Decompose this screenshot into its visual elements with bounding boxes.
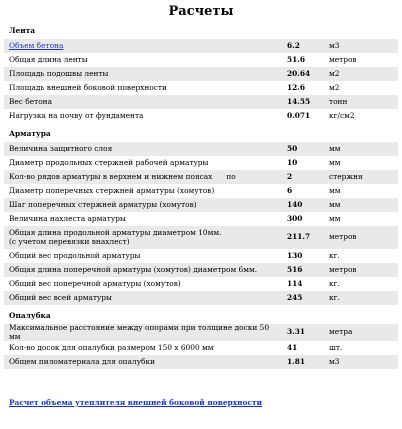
unit: метров <box>324 263 398 277</box>
label: Шаг поперечных стержней арматуры (хомутов) <box>4 198 282 212</box>
row-board-count <box>4 341 398 355</box>
unit: мм <box>324 156 398 170</box>
row-max-support-distance <box>4 324 398 341</box>
value: 516 <box>282 263 324 277</box>
label-line-2: (с учетом перевязки внахлест) <box>9 236 130 246</box>
value: 1.81 <box>282 355 324 369</box>
row-strip-length <box>4 53 398 67</box>
row-stirrup-diameter <box>4 184 398 198</box>
value: 50 <box>282 142 324 156</box>
label: Кол-во рядов арматуры в верхнем и нижнем поясах <box>9 171 213 181</box>
section-heading: Опалубка <box>4 308 398 324</box>
unit: кг/см2 <box>324 109 398 123</box>
row-long-bar-diameter <box>4 156 398 170</box>
value: 140 <box>282 198 324 212</box>
row-stirrup-length <box>4 263 398 277</box>
value: 12.6 <box>282 81 324 95</box>
value: 14.55 <box>282 95 324 109</box>
label-line-1: Общая длина продольной арматуры диаметром 10мм. <box>9 228 222 237</box>
value: 20.64 <box>282 67 324 81</box>
value: 41 <box>282 341 324 355</box>
label: Нагрузка на почву от фундамента <box>4 109 282 123</box>
unit: кг. <box>324 291 398 305</box>
value: 245 <box>282 291 324 305</box>
label: Диаметр поперечных стержней арматуры (хомутов) <box>4 184 282 198</box>
concrete-volume-link[interactable]: Объем бетона <box>9 40 64 50</box>
section-lenta <box>4 23 398 39</box>
value: 51.6 <box>282 53 324 67</box>
row-lumber-volume <box>4 355 398 369</box>
row-overlap <box>4 212 398 226</box>
unit: мм <box>324 212 398 226</box>
section-opalubka <box>4 308 398 324</box>
section-armatura <box>4 126 398 142</box>
label: Общий вес всей арматуры <box>4 291 282 305</box>
unit: мм <box>324 142 398 156</box>
label: Общий вес поперечной арматуры (хомутов) <box>4 277 282 291</box>
value: 211.7 <box>282 226 324 249</box>
row-soil-load <box>4 109 398 123</box>
row-bar-rows-count <box>4 170 398 184</box>
unit: метров <box>324 53 398 67</box>
section-heading: Лента <box>4 23 398 39</box>
label: Максимальное расстояние между опорами при толщине доски 50 мм <box>4 324 282 341</box>
row-long-bar-weight <box>4 249 398 263</box>
unit: стержня <box>324 170 398 184</box>
label: Общая длина ленты <box>4 53 282 67</box>
value: 114 <box>282 277 324 291</box>
value: 10 <box>282 156 324 170</box>
label: Величина нахлеста арматуры <box>4 212 282 226</box>
unit: метров <box>324 226 398 249</box>
unit: кг. <box>324 249 398 263</box>
row-total-rebar-weight <box>4 291 398 305</box>
row-base-area <box>4 67 398 81</box>
unit: мм <box>324 198 398 212</box>
row-concrete-weight <box>4 95 398 109</box>
label: Кол-во досок для опалубки размером 150 х 6000 мм <box>4 341 282 355</box>
label: Общая длина поперечной арматуры (хомутов) диаметром 6мм. <box>4 263 282 277</box>
row-stirrup-weight <box>4 277 398 291</box>
unit: тонн <box>324 95 398 109</box>
unit: м2 <box>324 67 398 81</box>
value: 3.31 <box>282 324 324 341</box>
prefix: по <box>226 171 236 181</box>
unit: мм <box>324 184 398 198</box>
unit: м2 <box>324 81 398 95</box>
unit: м3 <box>324 355 398 369</box>
row-long-bar-length <box>4 226 398 249</box>
unit: кг. <box>324 277 398 291</box>
unit: шт. <box>324 341 398 355</box>
row-stirrup-step <box>4 198 398 212</box>
label: Площадь подошвы ленты <box>4 67 282 81</box>
results-table <box>4 23 398 369</box>
unit: м3 <box>324 39 398 53</box>
label: Вес бетона <box>4 95 282 109</box>
label: Величина защитного слоя <box>4 142 282 156</box>
value: 6.2 <box>282 39 324 53</box>
value: 130 <box>282 249 324 263</box>
row-protective-layer <box>4 142 398 156</box>
value: 6 <box>282 184 324 198</box>
value: 300 <box>282 212 324 226</box>
insulation-volume-link[interactable]: Расчет объема утеплителя внешней боковой поверхности <box>9 398 263 407</box>
unit: метра <box>324 324 398 341</box>
page-title: Расчеты <box>168 4 234 19</box>
label: Общем пиломатериала для опалубки <box>4 355 282 369</box>
label: Площадь внешней боковой поверхности <box>4 81 282 95</box>
label: Общий вес продольной арматуры <box>4 249 282 263</box>
row-side-area <box>4 81 398 95</box>
section-heading: Арматура <box>4 126 398 142</box>
label: Диаметр продольных стержней рабочей арматуры <box>4 156 282 170</box>
value: 0.071 <box>282 109 324 123</box>
value: 2 <box>282 170 324 184</box>
row-concrete-volume <box>4 39 398 53</box>
